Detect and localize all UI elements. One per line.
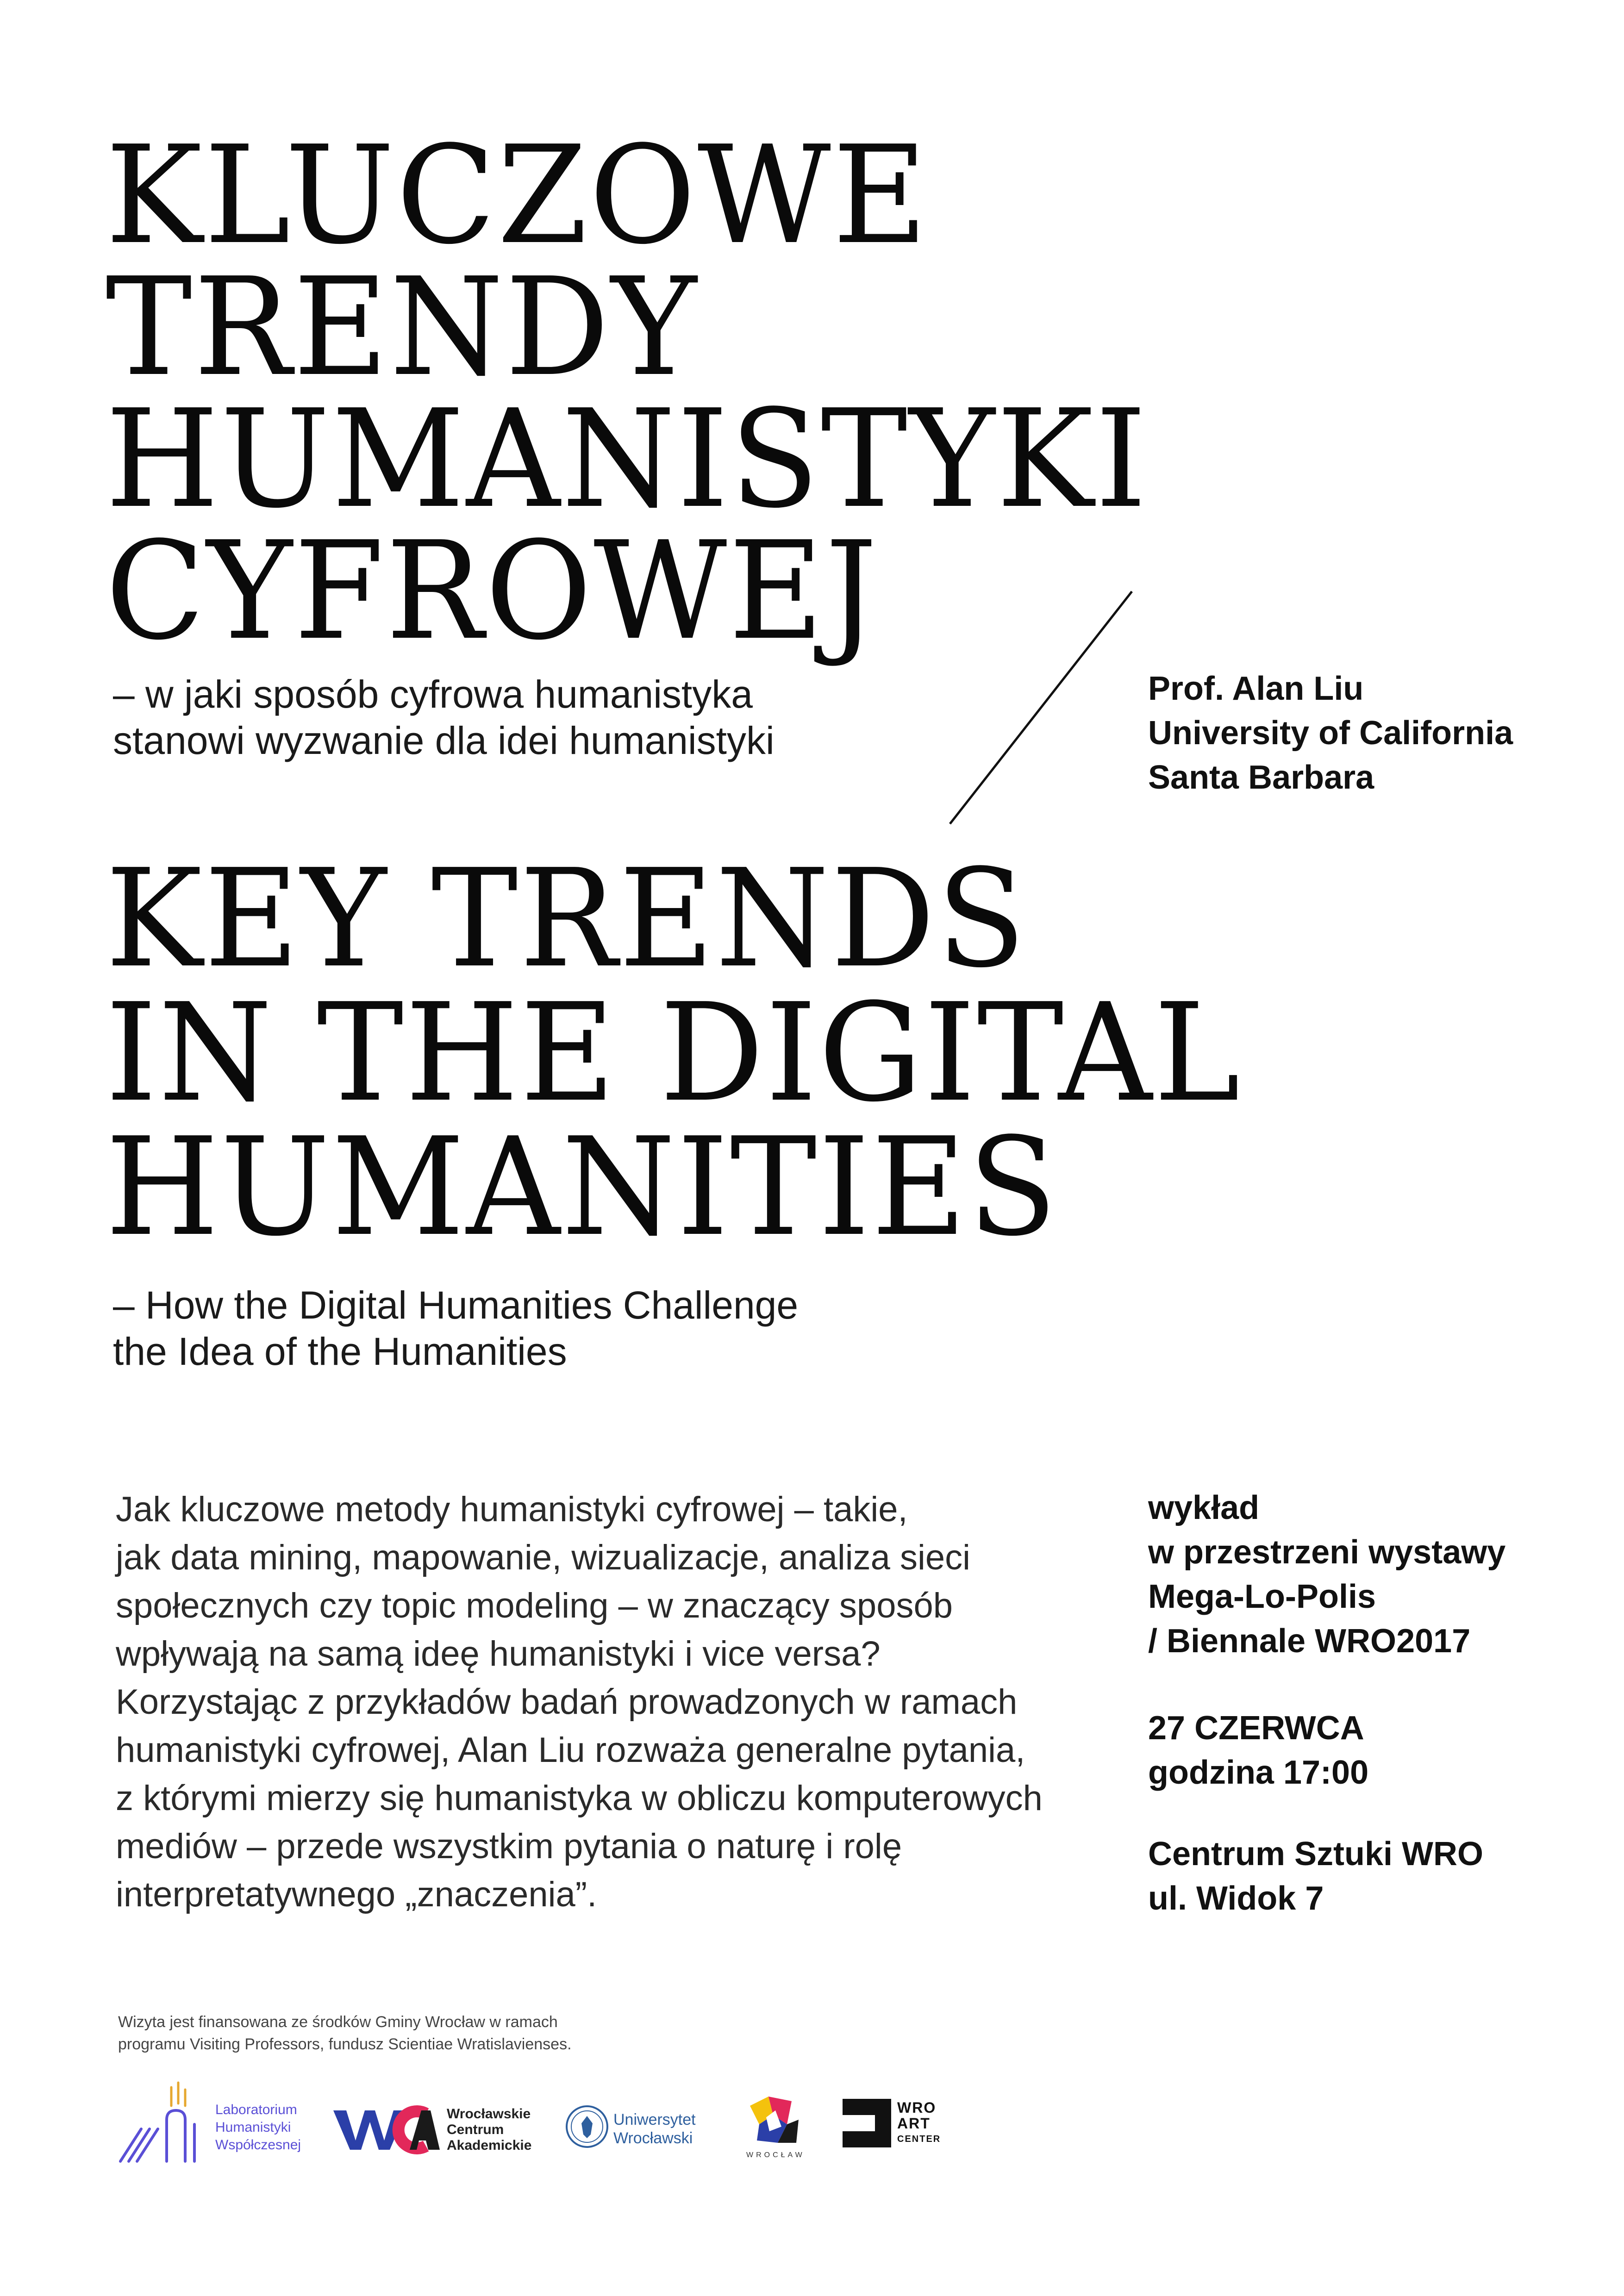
description-line: interpretatywnego „znaczenia”. [116,1875,597,1914]
wro-art-center-label [897,2100,941,2147]
event-venue: Centrum Sztuki WRO [1148,1836,1484,1873]
wca-label-line: Centrum [447,2122,504,2137]
wca-label-line: Wrocławskie [447,2106,531,2122]
wca-label-line: Akademickie [447,2138,532,2153]
title-en-line: KEY TRENDS [106,840,1028,997]
logo-uwr [565,2101,713,2157]
description-line: humanistyki cyfrowej, Alan Liu rozważa generalne pytania, [116,1730,1025,1770]
description-line: jak data mining, mapowanie, wizualizacje, analiza sieci [116,1538,971,1577]
logo-laboratorium [116,2078,310,2166]
description-line: Korzystając z przykładów badań prowadzonych w ramach [116,1682,1018,1722]
lhw-emblem-icon [116,2078,208,2166]
description-line: Jak kluczowe metody humanistyki cyfrowej – takie, [116,1490,908,1529]
uwr-label [613,2110,696,2147]
lhw-label-line: Laboratorium [215,2102,297,2117]
title-en-line: HUMANITIES [106,1108,1059,1266]
uwr-label-line: Uniwersytet [613,2111,696,2128]
title-pl [106,117,1149,670]
description-line: wpływają na samą ideę humanistyki i vice versa? [116,1634,881,1674]
lhw-label-line: Współczesnej [215,2137,301,2153]
subtitle-pl [113,671,775,764]
diagonal-divider [944,588,1139,828]
subtitle-pl-line: – w jaki sposób cyfrowa humanistyka [113,672,753,716]
title-en [106,840,1242,1266]
wro-art-center-label-line: ART [897,2115,931,2132]
wro-art-center-label-line: CENTER [897,2134,941,2144]
wroclaw-caption: WROCŁAW [746,2151,805,2159]
event-type: w przestrzeni wystawy [1148,1534,1506,1571]
event-exhibition: Mega-Lo-Polis [1148,1578,1376,1615]
logo-wca [333,2103,546,2154]
lhw-label [215,2101,301,2154]
speaker-block [1148,666,1513,800]
subtitle-en-line: – How the Digital Humanities Challenge [113,1283,799,1327]
event-date: 27 CZERWCA [1148,1710,1364,1747]
event-time: godzina 17:00 [1148,1754,1369,1791]
title-pl-line: CYFROWEJ [106,512,879,670]
wro-art-center-mark-icon [843,2099,893,2150]
title-pl-line: KLUCZOWE [106,117,930,274]
title-pl-line: HUMANISTYKI [106,380,1149,538]
uwr-label-line: Wrocławski [613,2129,693,2147]
subtitle-pl-line: stanowi wyzwanie dla idei humanistyki [113,719,775,762]
uwr-seal-icon [565,2101,611,2152]
description-line: z którymi mierzy się humanistyka w obliczu komputerowych [116,1779,1043,1818]
subtitle-en-line: the Idea of the Humanities [113,1330,567,1373]
event-address: ul. Widok 7 [1148,1880,1324,1917]
logo-wroclaw [741,2092,806,2161]
wroclaw-mark-icon [741,2092,806,2152]
speaker-location: Santa Barbara [1148,759,1374,796]
description-text [116,1486,1043,1919]
description-line: mediów – przede wszystkim pytania o naturę i rolę [116,1827,902,1866]
subtitle-en [113,1282,798,1375]
speaker-affiliation: University of California [1148,715,1513,752]
title-pl-line: TRENDY [106,249,699,406]
lhw-label-line: Humanistyki [215,2120,291,2135]
speaker-name: Prof. Alan Liu [1148,670,1364,707]
logo-wro-art-center [843,2099,963,2154]
wro-art-center-label-line: WRO [897,2099,937,2116]
wca-label [447,2106,531,2153]
description-line: społecznych czy topic modeling – w znaczący sposób [116,1586,953,1625]
event-block [1148,1486,1505,1921]
event-type: wykład [1148,1489,1260,1526]
wca-mark-icon [333,2103,440,2154]
funding-note [118,2011,572,2055]
event-biennale: / Biennale WRO2017 [1148,1623,1471,1660]
funding-line: programu Visiting Professors, fundusz Scientiae Wratislavienses. [118,2035,572,2053]
funding-line: Wizyta jest finansowana ze środków Gminy Wrocław w ramach [118,2013,558,2031]
title-en-line: IN THE DIGITAL [106,974,1242,1132]
